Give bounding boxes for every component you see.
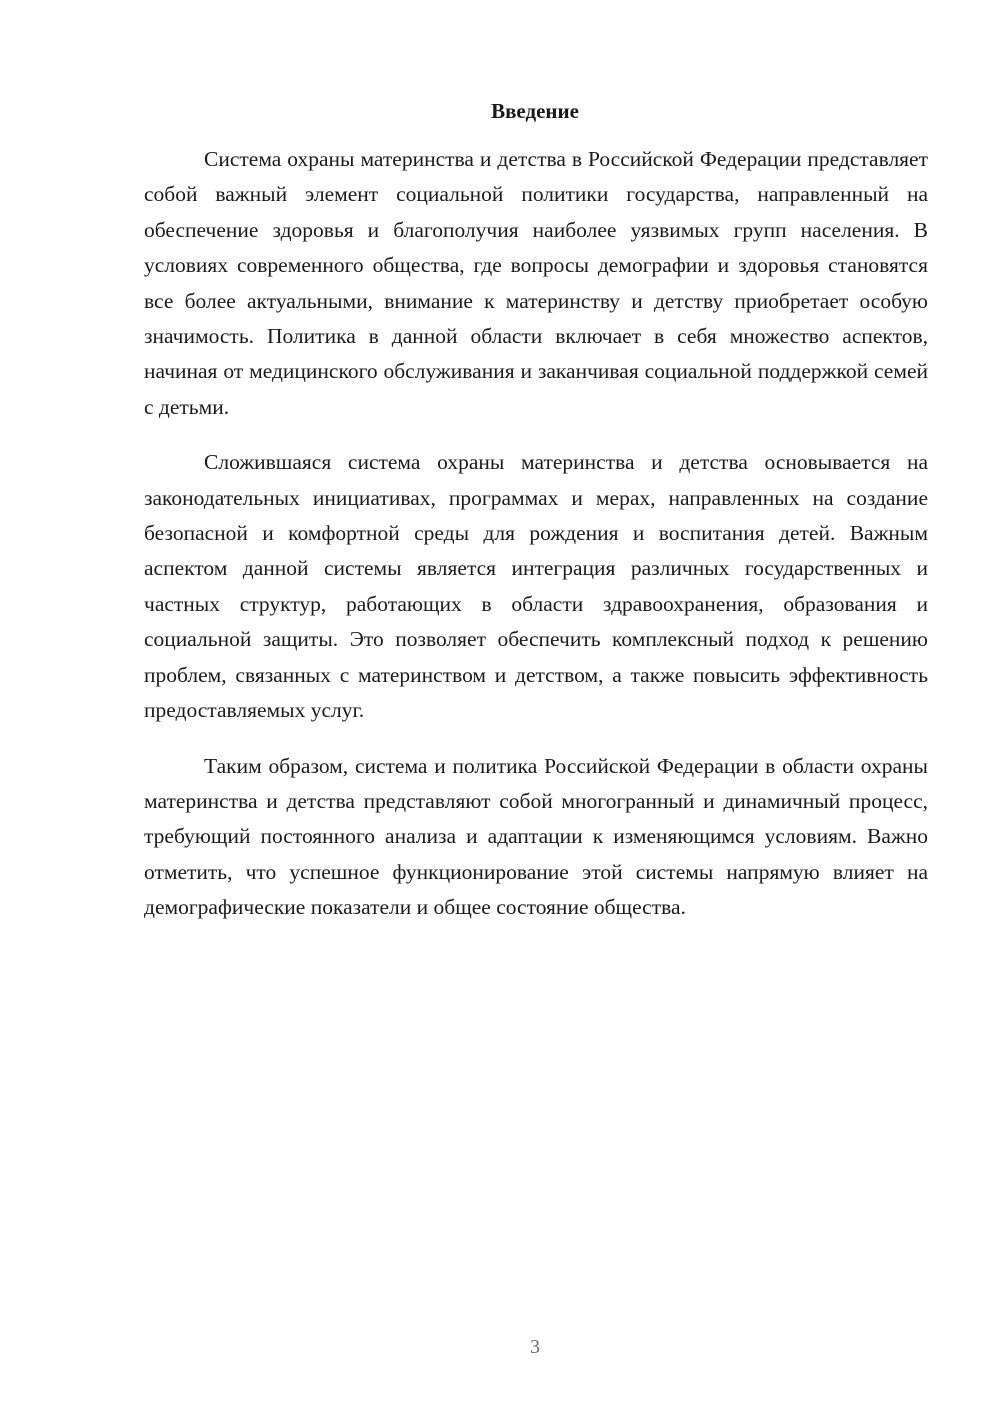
page-number: 3: [530, 1336, 540, 1358]
body-text: [144, 142, 928, 946]
section-title: Введение: [491, 99, 579, 123]
paragraph-2: Сложившаяся система охраны материнства и детства основывается на законодательных инициативах, программах и мерах, направленных на создание безопасной и комфортной среды для рождения и воспитания детей. Важным аспектом данной системы является интеграция различных государственных и частных структур, работающих в области здравоохранения, образования и социальной защиты. Это позволяет обеспечить комплексный подход к решению проблем, связанных с материнством и детством, а также повысить эффективность предоставляемых услуг.: [144, 450, 928, 723]
paragraph-1: Система охраны материнства и детства в Российской Федерации представляет собой важный элемент социальной политики государства, направленный на обеспечение здоровья и благополучия наиболее уязвимых групп населения. В условиях современного общества, где вопросы демографии и здоровья становятся все более актуальными, внимание к материнству и детству приобретает особую значимость. Политика в данной области включает в себя множество аспектов, начиная от медицинского обслуживания и заканчивая социальной поддержкой семей с детьми.: [144, 147, 928, 419]
paragraph-3: Таким образом, система и политика Российской Федерации в области охраны материнства и детства представляют собой многогранный и динамичный процесс, требующий постоянного анализа и адаптации к изменяющимся условиям. Важно отметить, что успешное функционирование этой системы напрямую влияет на демографические показатели и общее состояние общества.: [144, 753, 928, 920]
